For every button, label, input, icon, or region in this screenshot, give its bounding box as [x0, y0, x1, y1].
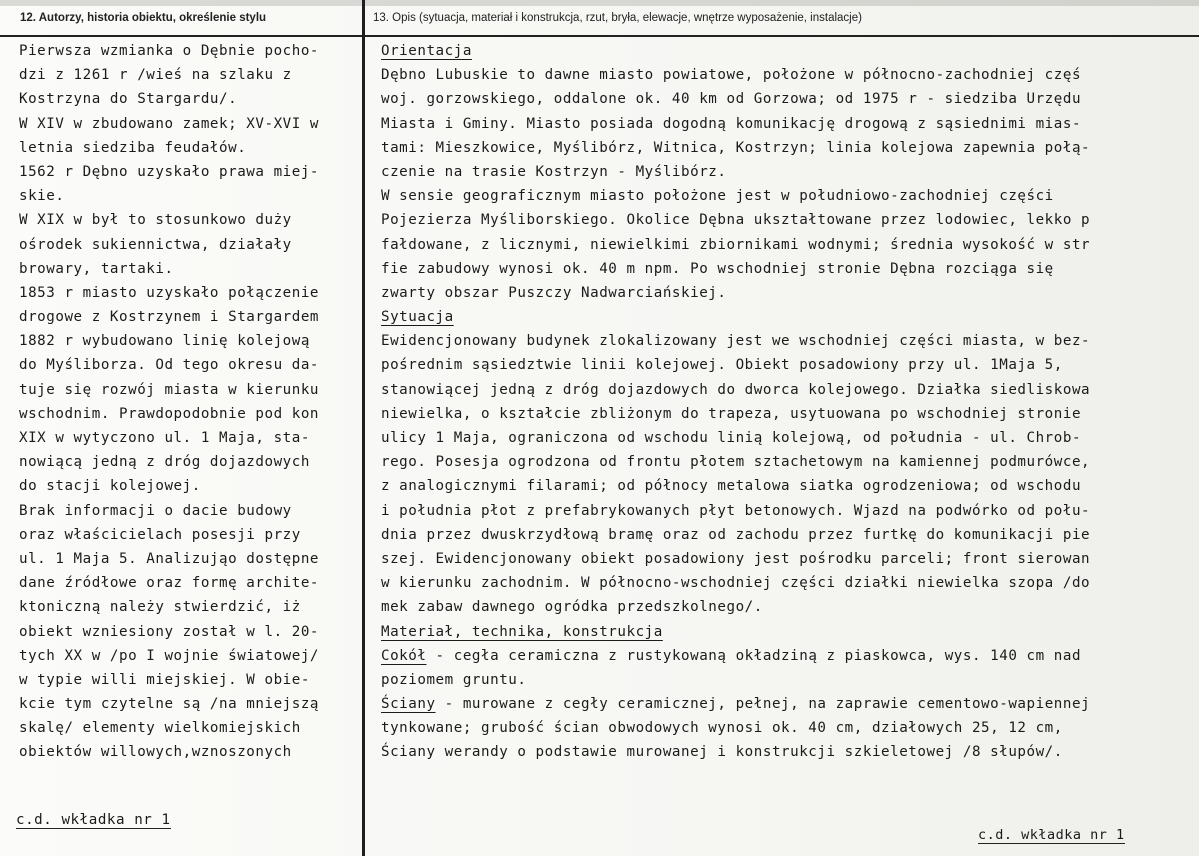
description-line: woj. gorzowskiego, oddalone ok. 40 km od Gorzowa; od 1975 r - siedziba Urzędu: [381, 91, 1082, 108]
history-line: oraz właścicielach posesji przy: [19, 526, 301, 543]
history-line: kcie tym czytelne są /na mniejszą: [19, 696, 320, 713]
history-line: ktoniczną należy stwierdzić, iż: [19, 599, 301, 616]
description-line: rego. Posesja ogrodzona od frontu płotem sztachetowym na kamiennej podmurówce,: [381, 454, 1091, 471]
history-line: W XIV w zbudowano zamek; XV-XVI w: [19, 115, 320, 132]
description-text-column: [381, 39, 1199, 765]
history-line: dane źródłowe oraz formę archite-: [19, 575, 320, 592]
description-line: Dębno Lubuskie to dawne miasto powiatowe, położone w północno-zachodniej częś: [381, 67, 1082, 84]
history-line: ośrodek sukiennictwa, działały: [19, 236, 292, 253]
history-text-column: [19, 39, 359, 765]
continued-note-right-text: c.d. wkładka nr 1: [978, 827, 1125, 843]
column-divider: [362, 0, 365, 856]
description-line: Ewidencjonowany budynek zlokalizowany jest we wschodniej części miasta, w bez-: [381, 333, 1091, 350]
description-line: tami: Mieszkowice, Myślibórz, Witnica, Kostrzyn; linia kolejowa zapewnia połą-: [381, 139, 1091, 156]
material-text: - cegła ceramiczna z rustykowaną okładziną z piaskowca, wys. 140 cm nad: [426, 647, 1082, 664]
material-item: [381, 692, 1199, 716]
history-line: browary, tartaki.: [19, 260, 174, 277]
history-line: 1562 r Dębno uzyskało prawa miej-: [19, 163, 320, 180]
history-line: tych XX w /po I wojnie światowej/: [19, 647, 320, 664]
description-line: Pojezierza Myśliborskiego. Okolice Dębna ukształtowane przez lodowiec, lekko p: [381, 212, 1091, 229]
section-heading: [381, 39, 1199, 63]
description-line: W sensie geograficznym miasto położone jest w południowo-zachodniej części: [381, 188, 1054, 205]
description-line: fie zabudowy wynosi ok. 40 m npm. Po wschodniej stronie Dębna rozciąga się: [381, 260, 1054, 277]
history-line: skalę/ elementy wielkomiejskich: [19, 720, 301, 737]
material-line: poziomem gruntu.: [381, 671, 527, 688]
history-line: ul. 1 Maja 5. Analizująo dostępne: [19, 550, 320, 567]
right-field-label: 13. Opis (sytuacja, materiał i konstrukcja, rzut, bryła, elewacje, wnętrze wyposażenie, instalacje): [373, 12, 862, 24]
description-line: szej. Ewidencjonowany obiekt posadowiony jest pośrodku parceli; front sierowan: [381, 550, 1091, 567]
left-field-label: 12. Autorzy, historia obiektu, określenie stylu: [20, 12, 267, 24]
description-line: z analogicznymi filarami; od północy metalowa siatka ogrodzeniowa; od wschodu: [381, 478, 1082, 495]
history-line: Brak informacji o dacie budowy: [19, 502, 292, 519]
description-line: Miasta i Gminy. Miasto posiada dogodną komunikację drogową z sąsiednimi mias-: [381, 115, 1082, 132]
description-line: w kierunku zachodnim. W północno-wschodniej części działki niewielka szopa /do: [381, 575, 1091, 592]
history-line: drogowe z Kostrzynem i Stargardem: [19, 309, 320, 326]
section-heading: [381, 305, 1199, 329]
history-line: tuje się rozwój miasta w kierunku: [19, 381, 320, 398]
description-line: czenie na trasie Kostrzyn - Myślibórz.: [381, 163, 727, 180]
description-line: fałdowane, z licznymi, niewielkimi zbiornikami wodnymi; średnia wysokość w str: [381, 236, 1091, 253]
description-line: pośrednim sąsiedztwie linii kolejowej. Obiekt posadowiony przy ul. 1Maja 5,: [381, 357, 1063, 374]
continued-note-right: [978, 827, 1125, 844]
section-heading-text: Orientacja: [381, 43, 472, 59]
description-line: mek zabaw dawnego ogródka przedszkolnego/.: [381, 599, 763, 616]
history-line: obiektów willowych,wznoszonych: [19, 744, 292, 761]
history-line: W XIX w był to stosunkowo duży: [19, 212, 292, 229]
history-line: Kostrzyna do Stargardu/.: [19, 91, 238, 108]
material-text: - murowane z cegły ceramicznej, pełnej, na zaprawie cementowo-wapiennej: [435, 696, 1091, 713]
material-term: Ściany: [381, 696, 436, 713]
description-line: stanowiącej jedną z dróg dojazdowych do dworca kolejowego. Działka siedliskowa: [381, 381, 1091, 398]
history-line: do Myśliborza. Od tego okresu da-: [19, 357, 320, 374]
history-line: dzi z 1261 r /wieś na szlaku z: [19, 67, 292, 84]
history-line: letnia siedziba feudałów.: [19, 139, 247, 156]
material-term: Cokół: [381, 647, 427, 664]
section-heading-text: Sytuacja: [381, 309, 454, 326]
history-line: nowiącą jedną z dróg dojazdowych: [19, 454, 310, 471]
description-line: i południa płot z prefabrykowanych płyt betonowych. Wjazd na podwórko od połu-: [381, 502, 1091, 519]
header-rule: [0, 35, 1199, 37]
material-item: [381, 644, 1199, 668]
material-line: tynkowane; grubość ścian obwodowych wynosi ok. 40 cm, działowych 25, 12 cm,: [381, 720, 1063, 737]
history-line: Pierwsza wzmianka o Dębnie pocho-: [19, 43, 320, 59]
description-line: dnia przez dwuskrzydłową bramę oraz od zachodu przez furtkę do komunikacji pie: [381, 526, 1091, 543]
continued-note-left: [16, 812, 356, 829]
continued-note-left-text: c.d. wkładka nr 1: [16, 812, 171, 828]
scan-edge: [0, 0, 1199, 6]
history-line: 1853 r miasto uzyskało połączenie: [19, 284, 320, 301]
history-line: skie.: [19, 188, 65, 205]
history-line: XIX w wytyczono ul. 1 Maja, sta-: [19, 430, 310, 446]
history-line: 1882 r wybudowano linię kolejową: [19, 333, 310, 350]
section-heading-text: Materiał, technika, konstrukcja: [381, 623, 663, 640]
material-line: Ściany werandy o podstawie murowanej i konstrukcji szkieletowej /8 słupów/.: [381, 744, 1063, 761]
history-line: obiekt wzniesiony został w l. 20-: [19, 623, 320, 640]
section-heading: [381, 620, 1199, 644]
description-line: niewielka, o kształcie zbliżonym do trapeza, usytuowana po wschodniej stronie: [381, 405, 1082, 422]
history-line: wschodnim. Prawdopodobnie pod kon: [19, 405, 320, 422]
description-line: ulicy 1 Maja, ograniczona od wschodu linią kolejową, od południa - ul. Chrob-: [381, 430, 1082, 446]
history-line: do stacji kolejowej.: [19, 478, 201, 495]
description-line: zwarty obszar Puszczy Nadwarciańskiej.: [381, 284, 727, 301]
history-line: w typie willi miejskiej. W obie-: [19, 671, 310, 688]
